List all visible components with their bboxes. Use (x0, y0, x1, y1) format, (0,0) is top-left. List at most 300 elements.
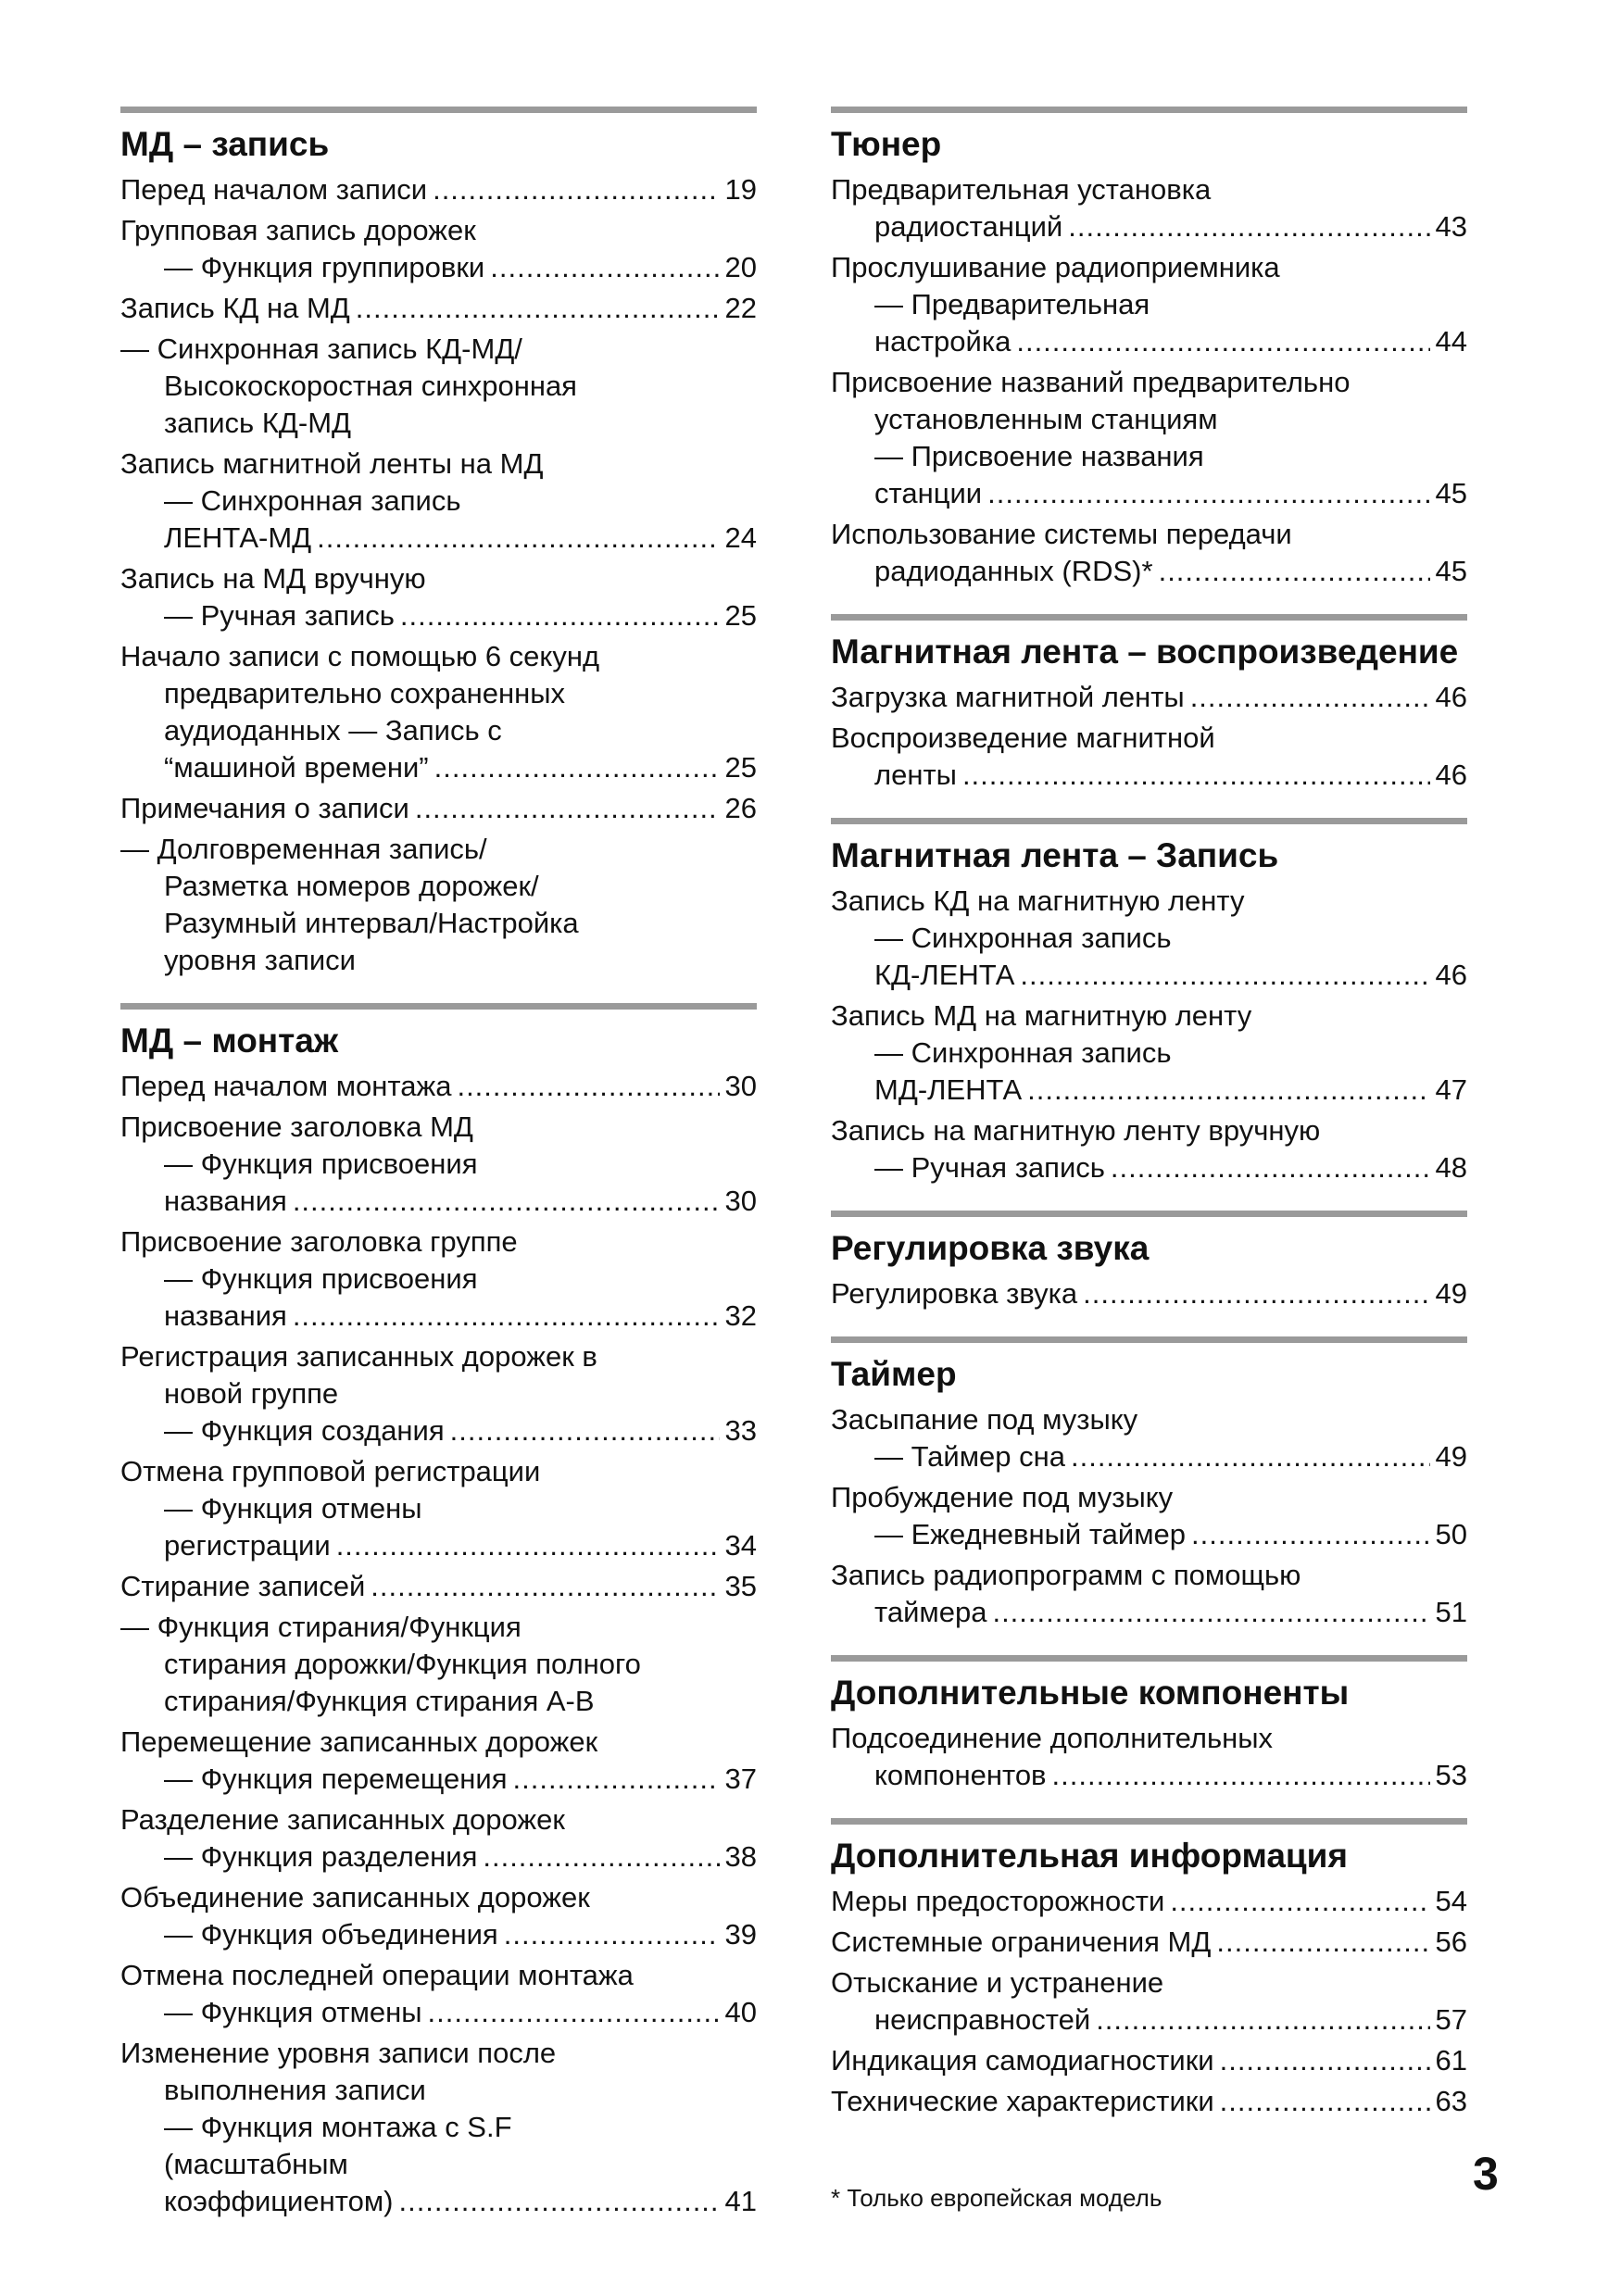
toc-section (831, 614, 1467, 794)
dot-leader (1220, 2042, 1430, 2079)
entry-text: компонентов (874, 1759, 1047, 1791)
entry-line (120, 1261, 757, 1298)
entry-line (831, 1964, 1467, 2001)
entry-line (120, 1068, 757, 1105)
toc-column-left (120, 107, 757, 2244)
entry-line (120, 1375, 757, 1412)
toc-entry[interactable] (831, 1112, 1467, 1186)
entry-text: названия (164, 1299, 287, 1332)
entry-line (831, 475, 1467, 512)
entry-line (120, 405, 757, 442)
entry-text: Перед началом записи (120, 173, 428, 206)
section-title: Магнитная лента – воспроизведение (831, 633, 1459, 671)
entry-line (831, 401, 1467, 438)
dot-leader (1111, 1149, 1430, 1186)
dot-leader (1016, 323, 1429, 360)
entry-text: — Синхронная запись (874, 1036, 1172, 1069)
entry-line (120, 1338, 757, 1375)
entry-text: Системные ограничения МД (831, 1926, 1212, 1958)
entry-page-number: 33 (724, 1414, 757, 1447)
section-title: Магнитная лента – Запись (831, 836, 1279, 874)
toc-entry[interactable] (120, 212, 757, 286)
entry-text: настройка (874, 325, 1012, 358)
toc-entry[interactable] (831, 2042, 1467, 2079)
toc-entry[interactable] (120, 1453, 757, 1564)
entry-text: Отмена последней операции монтажа (120, 1959, 634, 1991)
section-title: МД – запись (120, 125, 330, 163)
entry-text: новой группе (164, 1377, 339, 1410)
entry-text: ленты (874, 759, 957, 791)
entry-text: уровня записи (164, 944, 356, 976)
entry-line (120, 1761, 757, 1798)
entry-line (831, 249, 1467, 286)
entry-text: Прослушивание радиоприемника (831, 251, 1280, 283)
toc-entry[interactable] (831, 1275, 1467, 1312)
entry-page-number: 20 (724, 251, 757, 283)
dot-leader (433, 171, 719, 208)
toc-entry[interactable] (120, 445, 757, 557)
entry-text: Присвоение заголовка МД (120, 1110, 473, 1143)
dot-leader (415, 790, 720, 827)
entry-line (831, 679, 1467, 716)
entry-text: запись КД-МД (164, 407, 352, 439)
toc-entry[interactable] (120, 1338, 757, 1449)
entry-line (831, 1149, 1467, 1186)
dot-leader (434, 749, 720, 786)
toc-entry[interactable] (831, 1720, 1467, 1794)
entry-text: Запись МД на магнитную ленту (831, 999, 1252, 1032)
entry-line (120, 1146, 757, 1183)
entry-text: коэффициентом) (164, 2185, 394, 2217)
entry-line (120, 1957, 757, 1994)
entry-page-number: 47 (1435, 1073, 1467, 1106)
entry-text: Отмена групповой регистрации (120, 1455, 541, 1487)
footnote: * Только европейская модель (831, 2184, 1162, 2212)
dot-leader (1170, 1883, 1429, 1920)
entry-page-number: 32 (724, 1299, 757, 1332)
entry-text: — Присвоение названия (874, 440, 1204, 472)
toc-entry[interactable] (120, 831, 757, 979)
toc-entry[interactable] (831, 171, 1467, 245)
dot-leader (513, 1761, 720, 1798)
toc-entry[interactable] (120, 1223, 757, 1335)
entry-line (831, 1401, 1467, 1438)
entry-text: стирания дорожки/Функция полного (164, 1648, 641, 1680)
entry-line (831, 1516, 1467, 1553)
entry-text: радиоданных (RDS)* (874, 555, 1153, 587)
entry-text: — Ручная запись (874, 1151, 1105, 1184)
entry-text: радиостанций (874, 210, 1063, 243)
toc-section (120, 1003, 757, 2220)
entry-text: Стирание записей (120, 1570, 366, 1602)
toc-entry[interactable] (831, 720, 1467, 794)
entry-text: Воспроизведение магнитной (831, 721, 1215, 754)
entry-text: КД-ЛЕНТА (874, 959, 1015, 991)
entry-text: Регулировка звука (831, 1277, 1078, 1310)
entry-line (120, 749, 757, 786)
entry-page-number: 39 (724, 1918, 757, 1951)
entry-text: Запись КД на магнитную ленту (831, 885, 1245, 917)
entry-page-number: 46 (1435, 759, 1467, 791)
entry-line (120, 331, 757, 368)
entry-page-number: 51 (1435, 1596, 1467, 1628)
entry-text: выполнения записи (164, 2074, 426, 2106)
entry-text: Запись КД на МД (120, 292, 350, 324)
dot-leader (293, 1183, 720, 1220)
toc-entry[interactable] (831, 1479, 1467, 1553)
dot-leader (1071, 1438, 1430, 1475)
entry-page-number: 61 (1435, 2044, 1467, 2076)
toc-entry[interactable] (831, 364, 1467, 512)
entry-page-number: 30 (724, 1185, 757, 1217)
entry-line (120, 868, 757, 905)
entry-text: — Функция отмены (164, 1996, 422, 2028)
entry-text: станции (874, 477, 983, 509)
entry-text: Примечания о записи (120, 792, 409, 824)
entry-line (120, 831, 757, 868)
entry-line (120, 249, 757, 286)
toc-entry[interactable] (120, 1109, 757, 1220)
dot-leader (371, 1568, 719, 1605)
entry-line (120, 1994, 757, 2031)
entry-text: названия (164, 1185, 287, 1217)
entry-text: Присвоение заголовка группе (120, 1225, 518, 1258)
entry-page-number: 41 (724, 2185, 757, 2217)
toc-entry[interactable] (831, 1924, 1467, 1961)
entry-page-number: 49 (1435, 1277, 1467, 1310)
entry-page-number: 22 (724, 292, 757, 324)
dot-leader (1052, 1757, 1430, 1794)
entry-line (831, 438, 1467, 475)
entry-page-number: 48 (1435, 1151, 1467, 1184)
entry-text: стирания/Функция стирания A-B (164, 1685, 595, 1717)
toc-column-right (831, 107, 1467, 2144)
entry-text: “машиной времени” (164, 751, 429, 784)
entry-line (120, 520, 757, 557)
toc-entry[interactable] (831, 516, 1467, 590)
entry-line (831, 1594, 1467, 1631)
entry-page-number: 54 (1435, 1885, 1467, 1917)
toc-entry[interactable] (120, 2035, 757, 2220)
entry-text: Технические характеристики (831, 2085, 1214, 2117)
entry-line (831, 2083, 1467, 2120)
toc-entry[interactable] (831, 2083, 1467, 2120)
entry-line (831, 1720, 1467, 1757)
entry-line (831, 720, 1467, 757)
dot-leader (1191, 1516, 1429, 1553)
toc-entry[interactable] (120, 1957, 757, 2031)
toc-entry[interactable] (120, 560, 757, 634)
entry-page-number: 46 (1435, 959, 1467, 991)
entry-text: — Функция монтажа с S.F (164, 2111, 512, 2143)
entry-line (831, 1557, 1467, 1594)
entry-text: Запись на магнитную ленту вручную (831, 1114, 1321, 1147)
section-title: МД – монтаж (120, 1022, 339, 1060)
entry-line (120, 1801, 757, 1838)
entry-line (120, 1916, 757, 1953)
dot-leader (356, 290, 720, 327)
toc-entry[interactable] (831, 883, 1467, 994)
entry-line (831, 364, 1467, 401)
dot-leader (428, 1994, 720, 2031)
entry-line (120, 483, 757, 520)
toc-entry[interactable] (831, 997, 1467, 1109)
entry-text: Присвоение названий предварительно (831, 366, 1351, 398)
entry-page-number: 44 (1435, 325, 1467, 358)
toc-entry[interactable] (120, 638, 757, 786)
toc-entry[interactable] (120, 1879, 757, 1953)
entry-text: Пробуждение под музыку (831, 1481, 1174, 1513)
dot-leader (987, 475, 1429, 512)
entry-line (120, 1527, 757, 1564)
entry-line (120, 212, 757, 249)
entry-line (831, 757, 1467, 794)
entry-page-number: 40 (724, 1996, 757, 2028)
entry-page-number: 46 (1435, 681, 1467, 713)
entry-page-number: 50 (1435, 1518, 1467, 1550)
dot-leader (1220, 2083, 1430, 2120)
entry-text: — Ежедневный таймер (874, 1518, 1187, 1550)
entry-text: Высокоскоростная синхронная (164, 370, 577, 402)
dot-leader (293, 1298, 720, 1335)
page-number: 3 (1473, 2148, 1499, 2200)
entry-text: Загрузка магнитной ленты (831, 681, 1185, 713)
entry-text: Объединение записанных дорожек (120, 1881, 590, 1913)
entry-text: — Предварительная (874, 288, 1150, 320)
dot-leader (457, 1068, 719, 1105)
entry-line (831, 1479, 1467, 1516)
entry-line (120, 942, 757, 979)
entry-text: Запись на МД вручную (120, 562, 426, 595)
entry-text: — Долговременная запись/ (120, 833, 487, 865)
entry-text: Разделение записанных дорожек (120, 1803, 565, 1836)
entry-page-number: 34 (724, 1529, 757, 1562)
entry-line (120, 675, 757, 712)
entry-line (120, 1879, 757, 1916)
dot-leader (336, 1527, 720, 1564)
entry-line (120, 1453, 757, 1490)
entry-text: — Функция отмены (164, 1492, 422, 1524)
entry-page-number: 57 (1435, 2003, 1467, 2036)
toc-section (120, 107, 757, 979)
entry-line (120, 1223, 757, 1261)
entry-line (120, 2072, 757, 2109)
entry-line (831, 323, 1467, 360)
entry-page-number: 38 (724, 1840, 757, 1873)
entry-text: аудиоданных — Запись с (164, 714, 502, 747)
entry-text: регистрации (164, 1529, 331, 1562)
toc-entry[interactable] (831, 1557, 1467, 1631)
entry-text: — Синхронная запись (874, 922, 1172, 954)
toc-entry[interactable] (831, 1883, 1467, 1920)
entry-page-number: 25 (724, 599, 757, 632)
entry-line (120, 1646, 757, 1683)
entry-text: Использование системы передачи (831, 518, 1292, 550)
entry-line (831, 516, 1467, 553)
dot-leader (1159, 553, 1430, 590)
entry-line (120, 638, 757, 675)
dot-leader (317, 520, 719, 557)
entry-page-number: 37 (724, 1763, 757, 1795)
entry-text: Индикация самодиагностики (831, 2044, 1214, 2076)
entry-text: Разумный интервал/Настройка (164, 907, 579, 939)
entry-text: — Функция перемещения (164, 1763, 508, 1795)
entry-line (831, 1757, 1467, 1794)
entry-text: Перед началом монтажа (120, 1070, 452, 1102)
entry-line (120, 2035, 757, 2072)
entry-line (831, 553, 1467, 590)
entry-line (120, 1490, 757, 1527)
entry-text: (масштабным (164, 2148, 348, 2180)
toc-entry[interactable] (120, 1801, 757, 1876)
entry-text: Засыпание под музыку (831, 1403, 1138, 1436)
entry-page-number: 53 (1435, 1759, 1467, 1791)
entry-text: Меры предосторожности (831, 1885, 1165, 1917)
entry-line (120, 597, 757, 634)
entry-text: — Синхронная запись КД-МД/ (120, 332, 522, 365)
entry-text: ЛЕНТА-МД (164, 521, 312, 554)
entry-page-number: 25 (724, 751, 757, 784)
entry-line (831, 286, 1467, 323)
entry-line (831, 1072, 1467, 1109)
entry-text: Изменение уровня записи после (120, 2037, 557, 2069)
toc-entry[interactable] (120, 1724, 757, 1798)
dot-leader (1190, 679, 1430, 716)
entry-page-number: 49 (1435, 1440, 1467, 1473)
entry-line (831, 2001, 1467, 2039)
toc-section (831, 818, 1467, 1186)
entry-text: Перемещение записанных дорожек (120, 1725, 598, 1758)
entry-text: — Функция стирания/Функция (120, 1611, 521, 1643)
entry-line (831, 1035, 1467, 1072)
toc-section (831, 1211, 1467, 1312)
entry-page-number: 45 (1435, 555, 1467, 587)
entry-text: Групповая запись дорожек (120, 214, 476, 246)
entry-line (120, 1298, 757, 1335)
entry-line (120, 1683, 757, 1720)
entry-line (120, 712, 757, 749)
entry-line (831, 957, 1467, 994)
entry-line (120, 2183, 757, 2220)
entry-page-number: 45 (1435, 477, 1467, 509)
toc-entry[interactable] (831, 1964, 1467, 2039)
entry-line (831, 920, 1467, 957)
toc-entry[interactable] (831, 679, 1467, 716)
toc-entry[interactable] (120, 171, 757, 208)
entry-text: Начало записи с помощью 6 секунд (120, 640, 600, 672)
entry-line (831, 997, 1467, 1035)
toc-section (831, 1655, 1467, 1794)
entry-line (120, 2109, 757, 2146)
dot-leader (398, 2183, 719, 2220)
entry-text: Подсоединение дополнительных (831, 1722, 1274, 1754)
entry-text: Запись магнитной ленты на МД (120, 447, 544, 480)
dot-leader (1027, 1072, 1429, 1109)
entry-text: — Таймер сна (874, 1440, 1065, 1473)
entry-line (831, 171, 1467, 208)
entry-text: — Функция присвоения (164, 1148, 478, 1180)
entry-text: — Функция присвоения (164, 1262, 478, 1295)
entry-line (120, 1838, 757, 1876)
toc-section (831, 107, 1467, 590)
section-title: Дополнительные компоненты (831, 1674, 1350, 1712)
toc-entry[interactable] (120, 790, 757, 827)
entry-line (831, 208, 1467, 245)
dot-leader (1083, 1275, 1429, 1312)
toc-entry[interactable] (120, 1568, 757, 1605)
entry-text: Предварительная установка (831, 173, 1212, 206)
entry-line (120, 2146, 757, 2183)
entry-line (831, 1112, 1467, 1149)
entry-line (831, 883, 1467, 920)
entry-text: предварительно сохраненных (164, 677, 565, 709)
section-title: Тюнер (831, 125, 942, 163)
entry-text: Отыскание и устранение (831, 1966, 1164, 1999)
toc-entry[interactable] (120, 331, 757, 442)
entry-text: — Функция разделения (164, 1840, 478, 1873)
entry-line (831, 2042, 1467, 2079)
entry-text: — Синхронная запись (164, 484, 461, 517)
dot-leader (1216, 1924, 1429, 1961)
section-title: Таймер (831, 1355, 957, 1393)
section-title: Дополнительная информация (831, 1837, 1349, 1875)
entry-line (120, 1412, 757, 1449)
entry-page-number: 35 (724, 1570, 757, 1602)
entry-line (120, 1724, 757, 1761)
entry-text: таймера (874, 1596, 987, 1628)
toc-entry[interactable] (831, 249, 1467, 360)
entry-line (831, 1275, 1467, 1312)
entry-line (120, 905, 757, 942)
toc-entry[interactable] (831, 1401, 1467, 1475)
entry-line (120, 560, 757, 597)
entry-text: — Функция создания (164, 1414, 445, 1447)
dot-leader (992, 1594, 1429, 1631)
entry-page-number: 43 (1435, 210, 1467, 243)
entry-line (120, 368, 757, 405)
entry-text: — Функция группировки (164, 251, 485, 283)
entry-text: — Ручная запись (164, 599, 395, 632)
dot-leader (1096, 2001, 1429, 2039)
entry-page-number: 24 (724, 521, 757, 554)
entry-line (120, 445, 757, 483)
entry-page-number: 19 (724, 173, 757, 206)
toc-section (831, 1818, 1467, 2120)
toc-section (831, 1336, 1467, 1631)
dot-leader (962, 757, 1430, 794)
entry-text: Регистрация записанных дорожек в (120, 1340, 597, 1373)
entry-line (120, 290, 757, 327)
toc-entry[interactable] (120, 1609, 757, 1720)
entry-text: установленным станциям (874, 403, 1218, 435)
entry-line (831, 1438, 1467, 1475)
entry-text: МД-ЛЕНТА (874, 1073, 1023, 1106)
entry-page-number: 56 (1435, 1926, 1467, 1958)
entry-page-number: 26 (724, 792, 757, 824)
entry-line (120, 1183, 757, 1220)
entry-page-number: 63 (1435, 2085, 1467, 2117)
entry-text: — Функция объединения (164, 1918, 498, 1951)
entry-text: неисправностей (874, 2003, 1091, 2036)
entry-line (120, 1109, 757, 1146)
toc-entry[interactable] (120, 1068, 757, 1105)
toc-entry[interactable] (120, 290, 757, 327)
dot-leader (1020, 957, 1429, 994)
entry-line (120, 1609, 757, 1646)
dot-leader (400, 597, 720, 634)
dot-leader (483, 1838, 719, 1876)
entry-page-number: 30 (724, 1070, 757, 1102)
